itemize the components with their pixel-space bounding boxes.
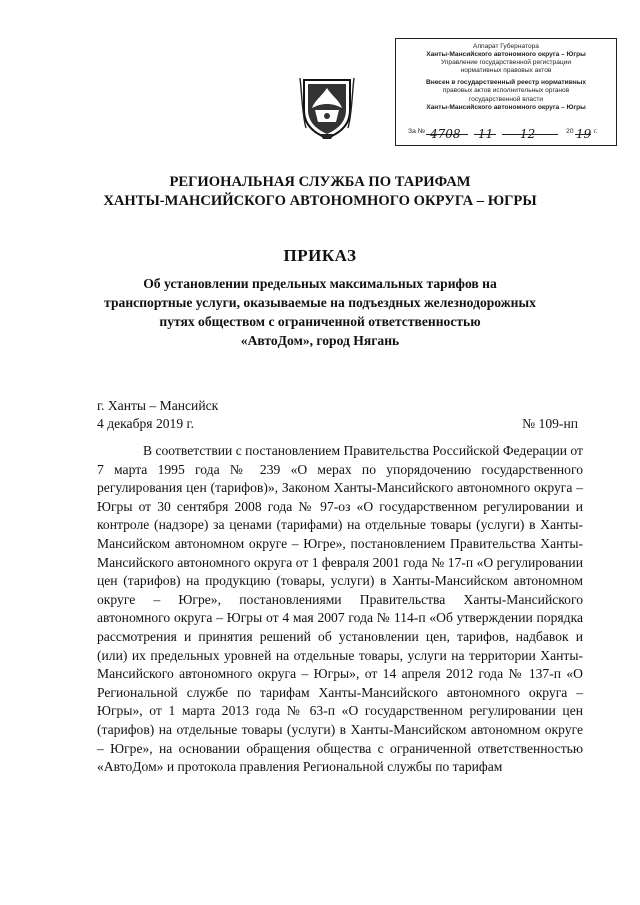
registration-stamp bbox=[395, 38, 617, 146]
document-type-title: ПРИКАЗ bbox=[283, 246, 357, 265]
stamp-line: Ханты-Мансийского автономного округа – Югры bbox=[426, 51, 586, 59]
coat-of-arms-icon bbox=[298, 74, 356, 140]
stamp-line: правовых актов исполнительных органов bbox=[442, 87, 570, 95]
subject-line: путях обществом с ограниченной ответственностью bbox=[159, 314, 481, 329]
subject-line: «АвтоДом», город Нягань bbox=[240, 333, 400, 348]
stamp-line: нормативных правовых актов bbox=[460, 67, 552, 75]
stamp-year-end: г. bbox=[594, 127, 598, 135]
organization-name-line1: РЕГИОНАЛЬНАЯ СЛУЖБА ПО ТАРИФАМ bbox=[169, 174, 471, 190]
stamp-registration-line bbox=[408, 125, 610, 139]
stamp-reg-prefix: За № bbox=[408, 127, 426, 135]
stamp-line: Аппарат Губернатора bbox=[473, 43, 539, 50]
subject-line: транспортные услуги, оказываемые на подъездных железнодорожных bbox=[104, 295, 536, 310]
document-number: № 109-нп bbox=[522, 416, 578, 431]
stamp-line: государственной власти bbox=[468, 95, 544, 103]
document-subject bbox=[80, 274, 560, 350]
subject-line: Об установлении предельных максимальных тарифов на bbox=[143, 276, 497, 291]
body-paragraph: В соответствии с постановлением Правительства Российской Федерации от 7 марта 1995 года № 239 «О мерах по упорядочению государственного регулирования цен (тарифов)», Законом Ханты-Мансийского автономного округа – Югры от 30 сентября 2008 года № 97-оз «О государственном регулировании и контроле (надзоре) за ценами (тарифами) на отдельные товары (услуги) в Ханты-Мансийском автономном округе – Югре», постановлением Правительства Ханты-Мансийского автономного округа от 1 февраля 2001 года № 17-п «О регулировании цен (тарифов) на продукцию (товары, услуги) в Ханты-Мансийском автономном округе – Югре», постановлениями Правительства Ханты-Мансийского автономного округа – Югры от 4 мая 2007 года № 114-п «Об утверждении порядка рассмотрения и принятия решений об установлении цен, тарифов, надбавок и (или) их предельных уровней на отдельные товары, услуги на территории Ханты-Мансийского автономного округа – Югры», от 14 апреля 2012 года № 137-п «О Региональной службе по тарифам Ханты-Мансийского автономного округа – Югры», от 1 марта 2013 года № 63-п «О государственном регулировании цен (тарифов) на отдельные товары (услуги) в Ханты-Мансийском автономном округе – Югре», на основании обращения общества с ограниченной ответственностью «АвтоДом» и протокола правления Региональной службы по тарифам bbox=[97, 443, 583, 775]
stamp-reg-number: 4708 bbox=[430, 126, 461, 141]
stamp-line: Внесен в государственный реестр нормативных bbox=[425, 79, 587, 87]
stamp-reg-month: 12 bbox=[520, 126, 536, 141]
stamp-reg-day: 11 bbox=[478, 126, 494, 141]
document-place: г. Ханты – Мансийск bbox=[97, 398, 219, 413]
document-date: 4 декабря 2019 г. bbox=[97, 416, 194, 431]
organization-name-line2: ХАНТЫ-МАНСИЙСКОГО АВТОНОМНОГО ОКРУГА – ЮГРЫ bbox=[103, 193, 537, 209]
stamp-year-suffix: 19 bbox=[576, 126, 592, 141]
stamp-line: Ханты-Мансийского автономного округа – Югры bbox=[426, 103, 586, 111]
stamp-line: Управление государственной регистрации bbox=[440, 59, 572, 67]
stamp-year-prefix: 20 bbox=[566, 127, 574, 135]
